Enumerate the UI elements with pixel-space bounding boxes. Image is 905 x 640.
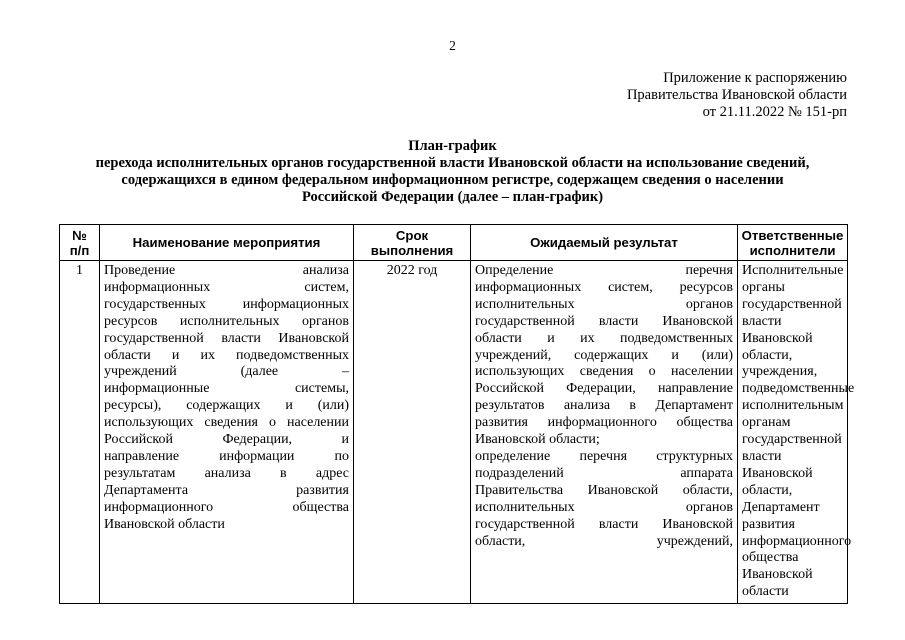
- plan-table: [59, 224, 855, 604]
- text-line: власти Ивановской: [742, 448, 813, 481]
- title-line: содержащихся в едином федеральном информационном регистре, содержащем сведения о населении: [121, 172, 784, 188]
- text-line: информационного: [742, 533, 852, 549]
- text-line: информационных систем,: [104, 279, 349, 295]
- header-result: Ожидаемый результат: [471, 225, 738, 261]
- text-line: подведомственные: [742, 381, 855, 397]
- text-line: исполнительных органов: [475, 499, 733, 515]
- text-line: Проведение анализа: [104, 263, 349, 278]
- text-line: Ивановской области;: [475, 432, 600, 448]
- text-line: области,: [742, 347, 793, 363]
- text-line: определение перечня структурных: [475, 448, 733, 464]
- text-line: использующих сведения о населении: [475, 364, 733, 380]
- appendix-line: Приложение к распоряжению: [663, 70, 847, 86]
- text-line: информационных систем, ресурсов: [475, 279, 733, 295]
- text-line: органы: [742, 279, 785, 295]
- header-responsible: [738, 225, 848, 261]
- text-line: государственной: [742, 432, 842, 448]
- header-responsible-line: исполнители: [749, 242, 836, 258]
- text-line: государственной власти Ивановской: [475, 313, 733, 329]
- row-result: [471, 261, 738, 604]
- text-line: государственной власти Ивановской: [475, 516, 733, 532]
- text-line: результатам анализа в адрес: [104, 465, 349, 481]
- text-line: Определение перечня: [475, 263, 733, 278]
- text-line: подразделений аппарата: [475, 465, 733, 481]
- text-line: государственных информационных: [104, 296, 349, 312]
- text-line: области и их подведомственных: [475, 330, 733, 346]
- text-line: Ивановской области: [104, 516, 225, 532]
- document-title: [60, 138, 845, 206]
- row-term: 2022 год: [354, 261, 471, 604]
- text-line: области,: [742, 482, 793, 498]
- table-row: [60, 261, 848, 604]
- header-num: [60, 225, 100, 261]
- text-line: использующих сведения о населении: [104, 415, 349, 431]
- title-line: План-график: [408, 138, 497, 154]
- row-name: [100, 261, 354, 604]
- text-line: Департамента развития: [104, 482, 349, 498]
- text-line: власти Ивановской: [742, 313, 813, 346]
- text-line: информационные системы,: [104, 381, 349, 397]
- text-line: исполнительных органов: [475, 296, 733, 312]
- row-responsible: [738, 261, 855, 604]
- text-line: результатов анализа в Департамент: [475, 398, 733, 414]
- text-line: Российской Федерации, направление: [475, 381, 733, 397]
- text-line: информационного общества: [104, 499, 349, 515]
- text-line: государственной: [742, 296, 842, 312]
- header-num-line: №: [72, 227, 87, 243]
- header-term-line: выполнения: [370, 242, 454, 258]
- header-name: Наименование мероприятия: [100, 225, 354, 261]
- text-line: государственной власти Ивановской: [104, 330, 349, 346]
- text-line: Российской Федерации, и: [104, 432, 349, 448]
- text-line: Департамент: [742, 499, 820, 515]
- title-line: Российской Федерации (далее – план-график): [301, 189, 604, 205]
- text-line: области, учреждений,: [475, 533, 733, 549]
- header-term-line: Срок: [395, 227, 429, 243]
- text-line: направление информации по: [104, 448, 349, 464]
- text-line: учреждений, содержащих и (или): [475, 347, 733, 363]
- text-line: ресурсы), содержащих и (или): [104, 398, 349, 414]
- title-line: перехода исполнительных органов государственной власти Ивановской области на использование сведений,: [95, 155, 810, 171]
- text-line: развития: [742, 516, 795, 532]
- header-num-line: п/п: [69, 242, 90, 258]
- text-line: органам: [742, 415, 791, 431]
- text-line: ресурсов исполнительных органов: [104, 313, 349, 329]
- text-line: общества: [742, 550, 799, 566]
- header-responsible-line: Ответственные: [741, 227, 844, 243]
- text-line: учреждения,: [742, 364, 818, 380]
- text-line: Ивановской области: [742, 567, 813, 600]
- appendix-line: Правительства Ивановской области: [626, 87, 847, 103]
- text-line: исполнительным: [742, 398, 844, 414]
- text-line: Правительства Ивановской области,: [475, 482, 733, 498]
- text-line: развития информационного общества: [475, 415, 733, 431]
- page-number: 2: [449, 38, 456, 53]
- row-num: 1: [60, 261, 100, 604]
- appendix-line: от 21.11.2022 № 151-рп: [702, 104, 847, 120]
- header-term: [354, 225, 471, 261]
- text-line: области и их подведомственных: [104, 347, 349, 363]
- table-header-row: [60, 225, 848, 261]
- appendix-header: [627, 70, 847, 121]
- text-line: Исполнительные: [742, 263, 844, 278]
- text-line: учреждений (далее –: [104, 364, 349, 380]
